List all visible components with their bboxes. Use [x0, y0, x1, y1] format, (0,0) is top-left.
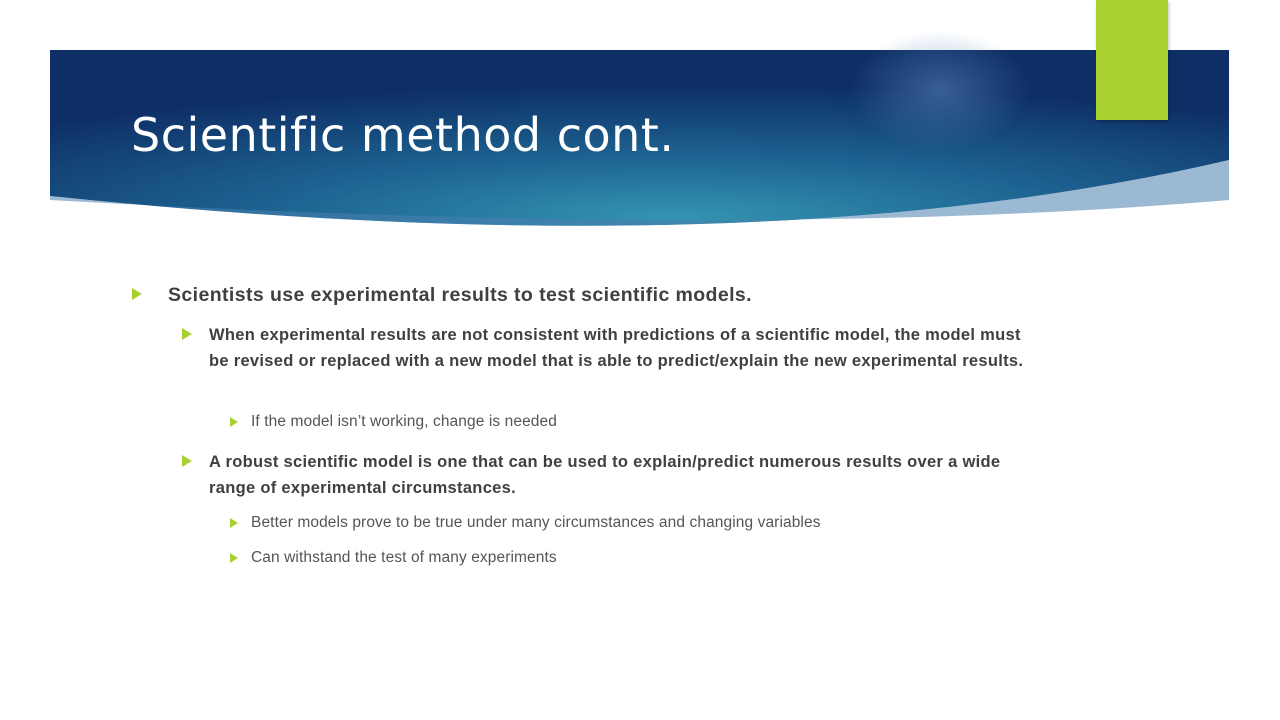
bullet-arrow-icon — [230, 417, 238, 427]
bullet-level3 — [230, 548, 557, 568]
bullet-arrow-icon — [182, 455, 192, 467]
bullet-text: Better models prove to be true under many circumstances and changing variables — [251, 514, 821, 531]
bullet-arrow-icon — [230, 518, 238, 528]
bullet-arrow-icon — [230, 553, 238, 563]
bullet-level2 — [182, 322, 1042, 374]
bullet-level3 — [230, 513, 821, 533]
bullet-level3 — [230, 412, 557, 432]
bullet-text: When experimental results are not consistent with predictions of a scientific model, the model must be revised or replaced with a new model that is able to predict/explain the new experimental results. — [209, 326, 1024, 370]
bullet-text: Can withstand the test of many experiments — [251, 549, 557, 566]
bullet-text: A robust scientific model is one that can be used to explain/predict numerous results over a wide range of experimental circumstances. — [209, 453, 1001, 497]
bullet-level2 — [182, 449, 1042, 501]
slide-title: Scientific method cont. — [131, 108, 675, 162]
bullet-text: Scientists use experimental results to test scientific models. — [168, 284, 752, 306]
bullet-arrow-icon — [182, 328, 192, 340]
bullet-arrow-icon — [132, 288, 142, 300]
bullet-level1 — [132, 282, 752, 308]
bullet-text: If the model isn’t working, change is needed — [251, 413, 557, 430]
